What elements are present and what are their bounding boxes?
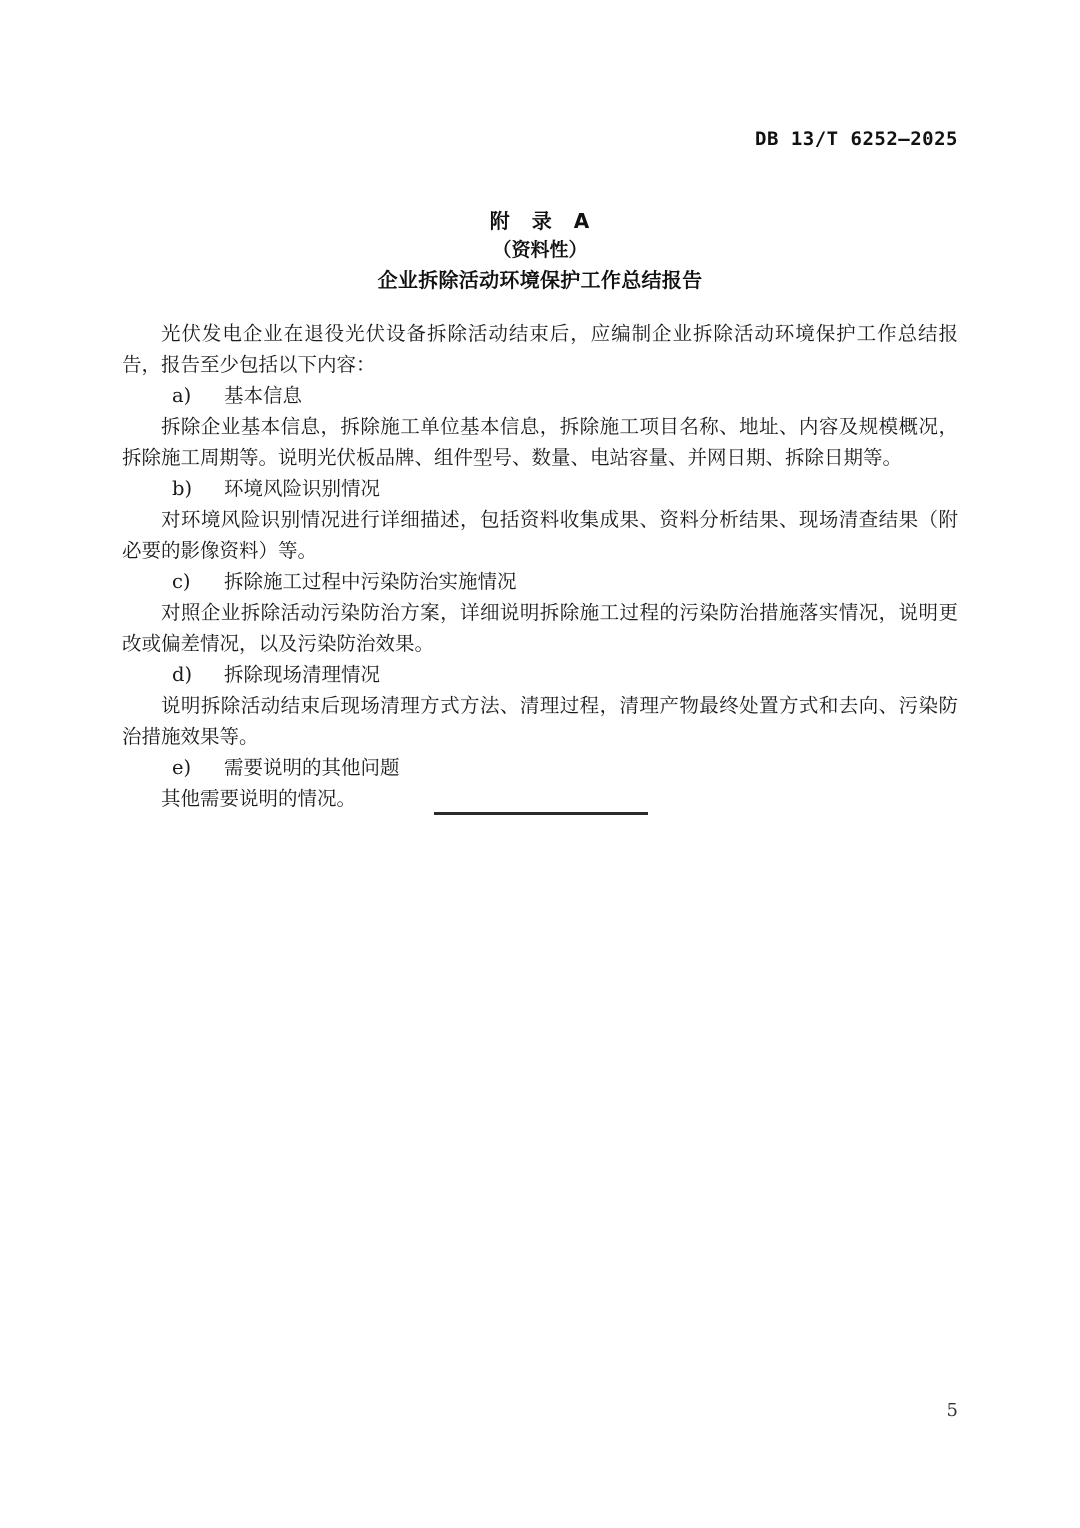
list-marker: c) [172, 570, 191, 593]
list-item [122, 566, 958, 597]
list-item [122, 473, 958, 504]
list-marker: b) [172, 477, 193, 500]
item-paragraph: 拆除企业基本信息，拆除施工单位基本信息，拆除施工项目名称、地址、内容及规模概况，拆除施工周期等。说明光伏板品牌、组件型号、数量、电站容量、并网日期、拆除日期等。 [122, 415, 958, 469]
list-marker: a) [172, 384, 192, 407]
list-marker: e) [172, 756, 192, 779]
list-item [122, 752, 958, 783]
annex-end-rule [434, 812, 648, 815]
list-item-title: 需要说明的其他问题 [224, 756, 400, 779]
item-paragraph: 其他需要说明的情况。 [161, 787, 357, 810]
item-paragraph: 说明拆除活动结束后现场清理方式方法、清理过程，清理产物最终处置方式和去向、污染防治措施效果等。 [122, 694, 958, 748]
intro-paragraph: 光伏发电企业在退役光伏设备拆除活动结束后，应编制企业拆除活动环境保护工作总结报告，报告至少包括以下内容： [122, 322, 958, 376]
standard-number: DB 13/T 6252—2025 [755, 128, 958, 150]
page-header [122, 128, 958, 154]
annex-heading: 企业拆除活动环境保护工作总结报告 [377, 268, 703, 292]
annex-label: 附 录 A [489, 209, 591, 233]
item-paragraph: 对环境风险识别情况进行详细描述，包括资料收集成果、资料分析结果、现场清查结果（附必要的影像资料）等。 [122, 508, 958, 562]
list-item-title: 拆除施工过程中污染防治实施情况 [224, 570, 517, 593]
list-marker: d) [172, 663, 193, 686]
annex-body [122, 318, 958, 814]
list-item [122, 380, 958, 411]
item-paragraph: 对照企业拆除活动污染防治方案，详细说明拆除施工过程的污染防治措施落实情况，说明更改或偏差情况，以及污染防治效果。 [122, 601, 958, 655]
annex-nature: （资料性） [492, 239, 588, 261]
list-item-title: 环境风险识别情况 [224, 477, 381, 500]
annex-title-block [122, 206, 958, 295]
page-number: 5 [946, 1400, 958, 1421]
list-item [122, 659, 958, 690]
list-item-title: 拆除现场清理情况 [224, 663, 381, 686]
list-item-title: 基本信息 [224, 384, 303, 407]
